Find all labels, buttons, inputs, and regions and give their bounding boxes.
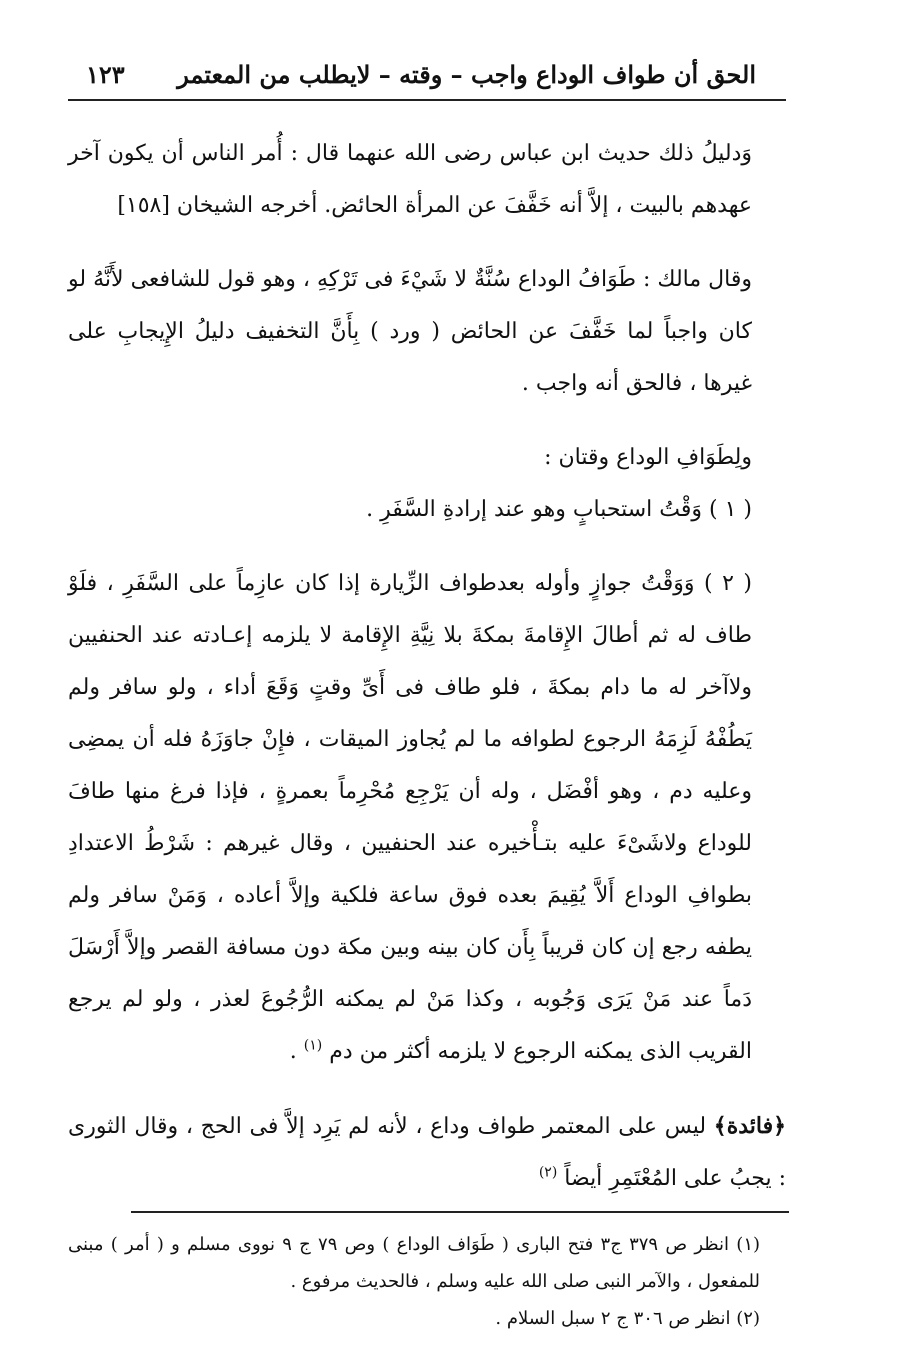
paragraph-benefit: [68, 1100, 786, 1205]
paragraph-malik-opinion: وقال مالك : طَوَافُ الوداع سُنَّةٌ لا شَيْءَ فى تَرْكِهِ ، وهو قول للشافعى لأَنَّهُ لو كان واجباً لما خَفَّفَ عن الحائض ( ورد ) بِأَنَّ التخفيف دليلُ الإِيجابِ على غيرها ، فالحق أنه واجب .: [68, 267, 752, 396]
footnote-2: (٢) انظر ص ٣٠٦ ج ٢ سبل السلام .: [495, 1308, 760, 1329]
main-text: [68, 128, 786, 1205]
benefit-term: ﴿فائدة﴾: [713, 1113, 786, 1139]
paragraph-time-two-text: ( ٢ ) وَوَقْتُ جوازٍ وأوله بعدطواف الزِّيارة إذا كان عازِماً على السَّفَرِ ، فلَوْ طاف له ثم أطالَ الإِقامةَ بمكةَ بلا نِيَّةِ الإِقامة لا يلزمه إعـادته عند الحنفيين ولاآخر له ما دام بمكةَ ، فلو طاف فى أَىِّ وقتٍ وَقَعَ أداء ، ولو سافر ولم يَطُفْهُ لَزِمَهُ الرجوع لطوافه ما لم يُجاوز الميقات ، فإِنْ جاوَزَهُ فله أن يمضِى وعليه دم ، وهو أفْضَل ، وله أن يَرْجِع مُحْرِماً بعمرةٍ ، فإذا فرغ منها طافَ للوداع ولاشَىْءَ عليه بتـأْخيره عند الحنفيين ، وقال غيرهم : شَرْطُ الاعتدادِ بطوافِ الوداع أَلاَّ يُقِيمَ بعده فوق ساعة فلكية وإلاَّ أعاده ، وَمَنْ سافر ولم يطفه رجع إن كان قريباً بِأَن كان بينه وبين مكة دون مسافة القصر وإلاَّ أَرْسَلَ دَماً عند مَنْ يَرَى وَجُوبه ، وكذا مَنْ لم يمكنه الرُّجُوعَ لعذر ، ولو لم يرجع القريب الذى يمكنه الرجوع لا يلزمه أكثر من دم: [68, 571, 752, 1064]
footnote-ref-2: (٢): [538, 1164, 558, 1181]
running-header: [68, 58, 786, 96]
footnote-divider: [131, 1211, 789, 1213]
footnotes: [68, 1226, 786, 1337]
footnote-ref-1: (١): [303, 1037, 323, 1054]
paragraph-time-one: ( ١ ) وَقْتُ استحبابٍ وهو عند إرادةِ السَّفَرِ .: [366, 497, 752, 522]
paragraph-two-times: ولِطَوَافِ الوداع وقتان :: [544, 445, 752, 470]
paragraph-evidence: وَدليلُ ذلك حديث ابن عباس رضى الله عنهما قال : أُمر الناس أن يكون آخر عهدهم بالبيت ، إلاَّ أنه خَفَّفَ عن المرأة الحائض. أخرجه الشيخان [١٥٨]: [68, 141, 752, 218]
paragraph-benefit-text: ليس على المعتمر طواف وداع ، لأنه لم يَرِد إلاَّ فى الحج ، وقال الثورى : يجبُ على المُعْتَمِرِ أيضاً: [68, 1114, 786, 1191]
footnote-1: (١) انظر ص ٣٧٩ ج٣ فتح البارى ( طَوَاف الوداع ) وص ٧٩ ج ٩ نووى مسلم و ( أمر ) مبنى للمفعول ، والآمر النبى صلى الله عليه وسلم ، فالحديث مرفوع .: [68, 1234, 761, 1292]
page-number: ١٢٣: [86, 60, 125, 89]
paragraph-time-two: ( ٢ ) وَوَقْتُ جوازٍ وأوله بعدطواف الزِّيارة إذا كان عازِماً على السَّفَرِ ، فلَوْ طاف له ثم أطالَ الإِقامةَ بمكةَ بلا نِيَّةِ الإِقامة لا يلزمه إعـادته عند الحنفيين ولاآخر له ما دام بمكةَ ، فلو طاف فى أَىِّ وقتٍ وَقَعَ أداء ، ولو سافر ولم يَطُفْهُ لَزِمَهُ الرجوع لطوافه ما لم يُجاوز الميقات ، فإِنْ جاوَزَهُ فله أن يمضِى وعليه دم ، وهو أفْضَل ، وله أن يَرْجِع مُحْرِماً بعمرةٍ ، فإذا فرغ منها طافَ للوداع ولاشَىْءَ عليه بتـأْخيره عند الحنفيين ، وقال غيرهم : شَرْطُ الاعتدادِ بطوافِ الوداع أَلاَّ يُقِيمَ بعده فوق ساعة فلكية وإلاَّ أعاده ، وَمَنْ سافر ولم يطفه رجع إن كان قريباً بِأَن كان بينه وبين مكة دون مسافة القصر وإلاَّ أَرْسَلَ دَماً عند مَنْ يَرَى وَجُوبه ، وكذا مَنْ لم يمكنه الرُّجُوعَ لعذر ، ولو لم يرجع القريب الذى يمكنه الرجوع لا يلزمه أكثر من دم $^{(١)}$ .: [68, 571, 752, 1064]
header-divider: [68, 99, 786, 101]
header-title: الحق أن طواف الوداع واجب – وقته – لايطلب من المعتمر: [177, 60, 756, 89]
